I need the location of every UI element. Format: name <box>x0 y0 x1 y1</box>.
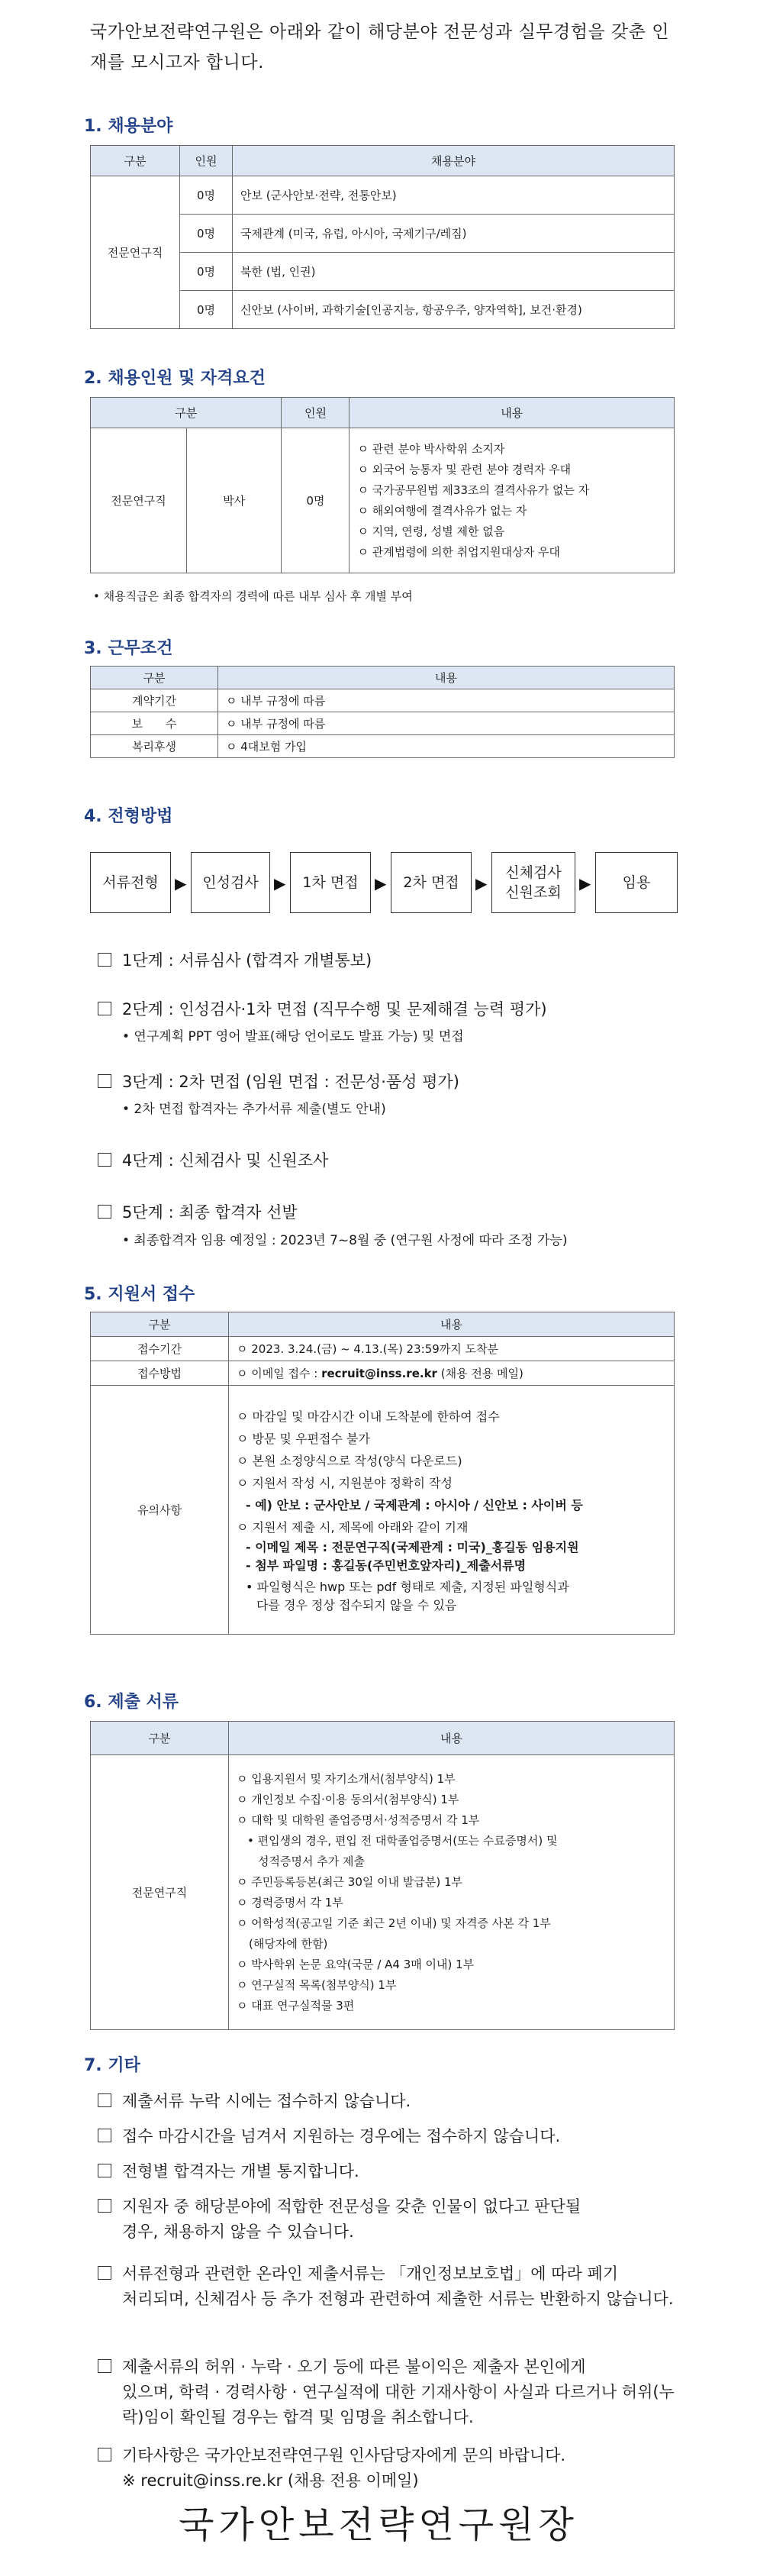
condition-value: ㅇ 4대보험 가입 <box>218 735 675 758</box>
checkbox-icon <box>98 953 111 967</box>
period-key: 접수기간 <box>91 1337 229 1361</box>
condition-value: ㅇ 내부 규정에 따름 <box>218 689 675 712</box>
document-item: ㅇ 주민등록등본(최근 30일 이내 발급분) 1부 <box>237 1874 463 1889</box>
checkbox-icon <box>98 1002 111 1015</box>
section-2-title: 2. 채용인원 및 자격요건 <box>84 369 266 388</box>
header-category: 구분 <box>91 398 282 428</box>
etc-item <box>98 2124 693 2149</box>
header-count: 인원 <box>180 146 233 176</box>
category-cell: 전문연구직 <box>91 176 180 329</box>
section-3-title: 3. 근무조건 <box>84 639 173 658</box>
checkbox-icon <box>98 2164 111 2177</box>
section-7-title: 7. 기타 <box>84 2056 140 2075</box>
note-item: ㅇ 지원서 제출 시, 제목에 아래와 같이 기재 <box>237 1519 469 1535</box>
header-field: 채용분야 <box>233 146 675 176</box>
etc-item <box>98 2355 693 2430</box>
step-1 <box>98 948 372 971</box>
degree-cell: 박사 <box>187 428 282 573</box>
document-item: ㅇ 경력증명서 각 1부 <box>237 1895 343 1909</box>
checkbox-icon <box>98 2359 111 2373</box>
etc-item <box>98 2194 693 2245</box>
step-3-detail: • 2차 면접 합격자는 추가서류 제출(별도 안내) <box>122 1102 386 1117</box>
etc-text-cont: 있으며, 학력 · 경력사항 · 연구실적에 대한 기재사항이 사실과 다르거나 허위(누락)임이 확인될 경우는 합격 및 임명을 취소합니다. <box>122 2383 675 2426</box>
flow-step-personality: 인성검사 <box>191 852 270 913</box>
document-item: • 편입생의 경우, 편입 전 대학졸업증명서(또는 수료증명서) 및 <box>247 1833 558 1848</box>
count-cell: 0명 <box>180 176 233 215</box>
etc-text-cont: 경우, 채용하지 않을 수 있습니다. <box>122 2223 354 2241</box>
header-category: 구분 <box>91 1312 229 1337</box>
checkbox-icon <box>98 1074 111 1088</box>
step-2 <box>98 997 547 1020</box>
etc-text: 제출서류의 허위 · 누락 · 오기 등에 따른 불이익은 제출자 본인에게 <box>122 2358 586 2376</box>
etc-contact: ※ recruit@inss.re.kr (채용 전용 이메일) <box>122 2471 419 2490</box>
qualification-item: ㅇ 관련 분야 박사학위 소지자 <box>357 441 505 456</box>
condition-key: 복리후생 <box>91 735 218 758</box>
condition-key: 보 수 <box>91 712 218 735</box>
etc-item <box>98 2089 693 2114</box>
header-content: 내용 <box>229 1312 675 1337</box>
etc-text: 접수 마감시간을 넘겨서 지원하는 경우에는 접수하지 않습니다. <box>122 2127 561 2145</box>
checkbox-icon <box>98 2129 111 2142</box>
method-key: 접수방법 <box>91 1361 229 1386</box>
note-item: - 예) 안보 : 군사안보 / 국제관계 : 아시아 / 신안보 : 사이버 등 <box>246 1497 583 1512</box>
header-count: 인원 <box>282 398 350 428</box>
qualification-item: ㅇ 관계법령에 의한 취업지원대상자 우대 <box>357 544 560 559</box>
document-item: (해당자에 한함) <box>249 1936 328 1951</box>
checkbox-icon <box>98 1205 111 1219</box>
document-item: ㅇ 대학 및 대학원 졸업증명서·성적증명서 각 1부 <box>237 1813 480 1827</box>
arrow-right-icon: ▶ <box>375 874 387 893</box>
step-4 <box>98 1148 328 1171</box>
arrow-right-icon: ▶ <box>175 874 187 893</box>
step-2-detail: • 연구계획 PPT 영어 발표(해당 언어로도 발표 가능) 및 면접 <box>122 1029 464 1044</box>
checkbox-icon <box>98 1153 111 1167</box>
flow-step-hire: 임용 <box>595 852 678 913</box>
condition-value: ㅇ 내부 규정에 따름 <box>218 712 675 735</box>
etc-item <box>98 2159 693 2184</box>
qualification-item: ㅇ 해외여행에 결격사유가 없는 자 <box>357 503 527 518</box>
checkbox-icon <box>98 2199 111 2213</box>
notes-key: 유의사항 <box>91 1386 229 1635</box>
document-item: ㅇ 연구실적 목록(첨부양식) 1부 <box>237 1977 397 1992</box>
flow-step-document: 서류전형 <box>90 852 171 913</box>
checkbox-icon <box>98 2266 111 2280</box>
checkbox-icon <box>98 2093 111 2107</box>
count-cell: 0명 <box>180 253 233 291</box>
document-item: ㅇ 박사학위 논문 요약(국문 / A4 3매 이내) 1부 <box>237 1957 475 1971</box>
note-item: - 첨부 파일명 : 홍길동(주민번호앞자리)_제출서류명 <box>246 1558 527 1573</box>
method-value <box>229 1361 675 1386</box>
etc-text: 서류전형과 관련한 온라인 제출서류는 「개인정보보호법」에 따라 폐기 <box>122 2264 619 2283</box>
note-item: • 파일형식은 hwp 또는 pdf 형태로 제출, 지정된 파일형식과 <box>246 1579 569 1594</box>
flow-step-interview-2: 2차 면접 <box>391 852 472 913</box>
intro-text: 국가안보전략연구원은 아래와 같이 해당분야 전문성과 실무경험을 갖춘 인재를 모시고자 합니다. <box>90 22 669 73</box>
notes-cell <box>229 1386 675 1635</box>
etc-text: 전형별 합격자는 개별 통지합니다. <box>122 2162 359 2181</box>
period-value: ㅇ 2023. 3.24.(금) ~ 4.13.(목) 23:59까지 도착분 <box>229 1337 675 1361</box>
arrow-right-icon: ▶ <box>475 874 488 893</box>
etc-text: 제출서류 누락 시에는 접수하지 않습니다. <box>122 2092 411 2110</box>
etc-item <box>98 2261 693 2312</box>
qualification-item: ㅇ 지역, 연령, 성별 제한 없음 <box>357 524 505 538</box>
step-text: 1단계 : 서류심사 (합격자 개별통보) <box>122 951 372 970</box>
etc-text-cont: 처리되며, 신체검사 등 추가 전형과 관련하여 제출한 서류는 반환하지 않습니다. <box>122 2290 674 2308</box>
step-text: 4단계 : 신체검사 및 신원조사 <box>122 1151 329 1170</box>
category-cell: 전문연구직 <box>91 428 187 573</box>
field-cell: 북한 (법, 인권) <box>233 253 675 291</box>
checkbox-icon <box>98 2448 111 2461</box>
document-item: ㅇ 대표 연구실적물 3편 <box>237 1998 355 2013</box>
note-item: ㅇ 방문 및 우편접수 불가 <box>237 1431 370 1446</box>
section-5-title: 5. 지원서 접수 <box>84 1285 195 1304</box>
method-suffix: (채용 전용 메일) <box>436 1367 523 1380</box>
note-item: ㅇ 본원 소정양식으로 작성(양식 다운로드) <box>237 1453 462 1468</box>
note-item: ㅇ 마감일 및 마감시간 이내 도착분에 한하여 접수 <box>237 1409 500 1424</box>
etc-text: 기타사항은 국가안보전략연구원 인사담당자에게 문의 바랍니다. <box>122 2446 566 2465</box>
arrow-right-icon: ▶ <box>579 874 591 893</box>
count-cell: 0명 <box>180 215 233 253</box>
signature: 국가안보전략연구원장 <box>179 2503 578 2546</box>
header-category: 구분 <box>91 667 218 689</box>
section-4-title: 4. 전형방법 <box>84 807 173 826</box>
step-text: 2단계 : 인성검사·1차 면접 (직무수행 및 문제해결 능력 평가) <box>122 1000 547 1018</box>
field-cell: 신안보 (사이버, 과학기술[인공지능, 항공우주, 양자역학], 보건·환경) <box>233 291 675 329</box>
arrow-right-icon: ▶ <box>274 874 286 893</box>
count-cell: 0명 <box>282 428 350 573</box>
header-content: 내용 <box>350 398 675 428</box>
etc-text: 지원자 중 해당분야에 적합한 전문성을 갖춘 인물이 없다고 판단될 <box>122 2197 581 2216</box>
note-item: - 이메일 제목 : 전문연구직(국제관계 : 미국)_홍길동 임용지원 <box>246 1539 579 1554</box>
documents-table <box>90 1721 675 2030</box>
qualification-item: ㅇ 국가공무원법 제33조의 결격사유가 없는 자 <box>357 483 590 497</box>
rank-note: • 채용직급은 최종 합격자의 경력에 따른 내부 심사 후 개별 부여 <box>93 589 413 603</box>
application-table <box>90 1312 675 1635</box>
header-content: 내용 <box>229 1722 675 1755</box>
header-category: 구분 <box>91 1722 229 1755</box>
step-text: 5단계 : 최종 합격자 선발 <box>122 1203 298 1222</box>
work-condition-table <box>90 666 675 758</box>
condition-key: 계약기간 <box>91 689 218 712</box>
note-item: 다를 경우 정상 접수되지 않을 수 있음 <box>256 1597 457 1612</box>
document-item: ㅇ 어학성적(공고일 기준 최근 2년 이내) 및 자격증 사본 각 1부 <box>237 1916 551 1930</box>
category-cell: 전문연구직 <box>91 1755 229 2030</box>
flow-step-check: 신체검사 신원조회 <box>491 852 575 913</box>
document-item: 성적증명서 추가 제출 <box>258 1854 365 1868</box>
step-5-detail: • 최종합격자 임용 예정일 : 2023년 7~8월 중 (연구원 사정에 따라 조정 가능) <box>122 1233 568 1248</box>
method-text: ㅇ 이메일 접수 : <box>237 1367 322 1380</box>
step-text: 3단계 : 2차 면접 (임원 면접 : 전문성·품성 평가) <box>122 1073 459 1091</box>
flow-step-interview-1: 1차 면접 <box>290 852 371 913</box>
section-6-title: 6. 제출 서류 <box>84 1693 179 1712</box>
step-3 <box>98 1070 459 1093</box>
header-content: 내용 <box>218 667 675 689</box>
count-cell: 0명 <box>180 291 233 329</box>
document-item: ㅇ 입용지원서 및 자기소개서(첨부양식) 1부 <box>237 1771 456 1786</box>
field-cell: 안보 (군사안보·전략, 전통안보) <box>233 176 675 215</box>
section-1-title: 1. 채용분야 <box>84 117 173 136</box>
document-item: ㅇ 개인정보 수집·이용 동의서(첨부양식) 1부 <box>237 1792 459 1806</box>
header-category: 구분 <box>91 146 180 176</box>
qualification-list-cell <box>350 428 675 573</box>
field-cell: 국제관계 (미국, 유럽, 아시아, 국제기구/레짐) <box>233 215 675 253</box>
qualification-item: ㅇ 외국어 능통자 및 관련 분야 경력자 우대 <box>357 462 572 476</box>
email-link[interactable]: recruit@inss.re.kr <box>321 1367 437 1380</box>
note-item: ㅇ 지원서 작성 시, 지원분야 정확히 작성 <box>237 1475 453 1490</box>
qualification-table <box>90 397 675 573</box>
step-5 <box>98 1200 298 1223</box>
recruit-field-table <box>90 145 675 329</box>
documents-list-cell <box>229 1755 675 2030</box>
etc-item <box>98 2443 693 2494</box>
